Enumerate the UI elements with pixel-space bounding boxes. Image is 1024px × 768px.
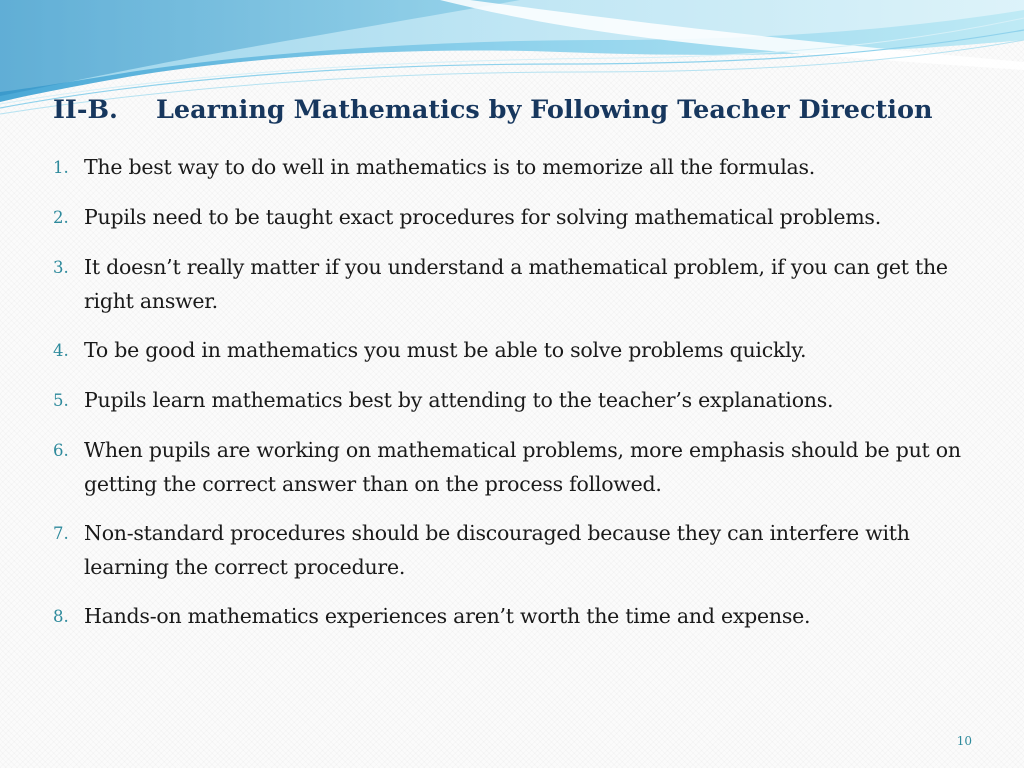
list-item xyxy=(53,383,993,418)
item-text: The best way to do well in mathematics is to memorize all the formulas. xyxy=(84,155,816,179)
item-number: 2. xyxy=(53,208,69,227)
slide-number: 10 xyxy=(956,734,972,748)
section-number: II-B. xyxy=(53,95,118,125)
item-text: Pupils need to be taught exact procedures for solving mathematical problems. xyxy=(84,205,881,229)
item-text: Non-standard procedures should be discouraged because they can interfere with learning the correct procedure. xyxy=(84,521,910,579)
item-number: 8. xyxy=(53,607,69,626)
statement-list xyxy=(53,150,993,649)
list-item xyxy=(53,250,993,318)
list-item xyxy=(53,150,993,185)
list-item xyxy=(53,433,993,501)
list-item xyxy=(53,516,993,584)
item-text: It doesn’t really matter if you understand a mathematical problem, if you can get the right answer. xyxy=(84,255,948,313)
item-text: When pupils are working on mathematical problems, more emphasis should be put on getting the correct answer than on the process followed. xyxy=(84,438,961,496)
item-number: 6. xyxy=(53,441,69,460)
item-number: 4. xyxy=(53,341,69,360)
list-item xyxy=(53,333,993,368)
item-text: Pupils learn mathematics best by attending to the teacher’s explanations. xyxy=(84,388,834,412)
slide-title xyxy=(53,90,1013,130)
item-number: 1. xyxy=(53,158,69,177)
list-item xyxy=(53,599,993,634)
title-text: Learning Mathematics by Following Teacher Direction xyxy=(156,95,933,125)
item-number: 7. xyxy=(53,524,69,543)
item-text: To be good in mathematics you must be able to solve problems quickly. xyxy=(84,338,807,362)
item-number: 5. xyxy=(53,391,69,410)
item-text: Hands-on mathematics experiences aren’t worth the time and expense. xyxy=(84,604,811,628)
list-item xyxy=(53,200,993,235)
item-number: 3. xyxy=(53,258,69,277)
